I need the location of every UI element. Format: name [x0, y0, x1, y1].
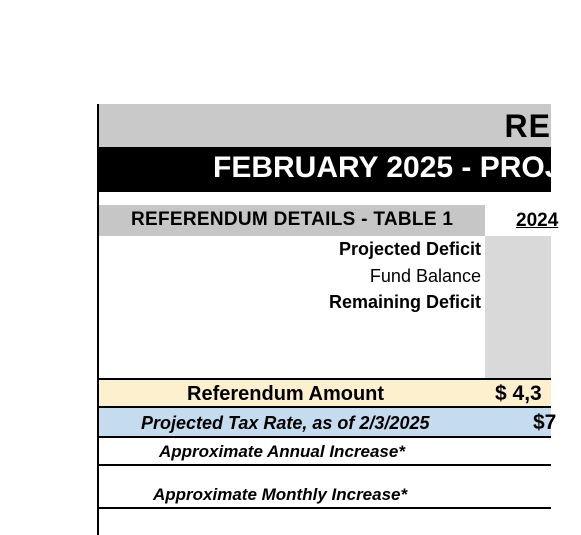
monthly-increase-label: Approximate Monthly Increase*: [153, 485, 408, 504]
tax-rate-value: $7: [533, 411, 557, 434]
tax-rate-row: [99, 408, 557, 438]
sheet-header: FEBRUARY 2025 - PROJE: [213, 151, 581, 184]
table-label-cell: [99, 205, 485, 236]
referendum-amount-label: Referendum Amount: [187, 383, 385, 405]
header-row: [99, 147, 581, 192]
sheet-title: RE: [504, 108, 551, 144]
remaining-deficit-label: Remaining Deficit: [328, 292, 481, 312]
referendum-amount-value: $ 4,3: [495, 382, 542, 405]
annual-increase-row: [99, 438, 551, 466]
tax-rate-label: Projected Tax Rate, as of 2/3/2025: [141, 413, 430, 433]
title-row: [99, 104, 551, 147]
table-heading-row: [99, 205, 559, 236]
table-label: REFERENDUM DETAILS - TABLE 1: [131, 209, 454, 230]
monthly-increase-row: [99, 466, 551, 509]
fund-balance-label: Fund Balance: [369, 266, 481, 286]
annual-increase-label: Approximate Annual Increase*: [159, 442, 405, 461]
referendum-amount-row: [99, 378, 551, 408]
value-column-cells: [485, 236, 551, 378]
projected-deficit-label: Projected Deficit: [338, 239, 481, 259]
year-column-header: 2024: [516, 210, 559, 231]
